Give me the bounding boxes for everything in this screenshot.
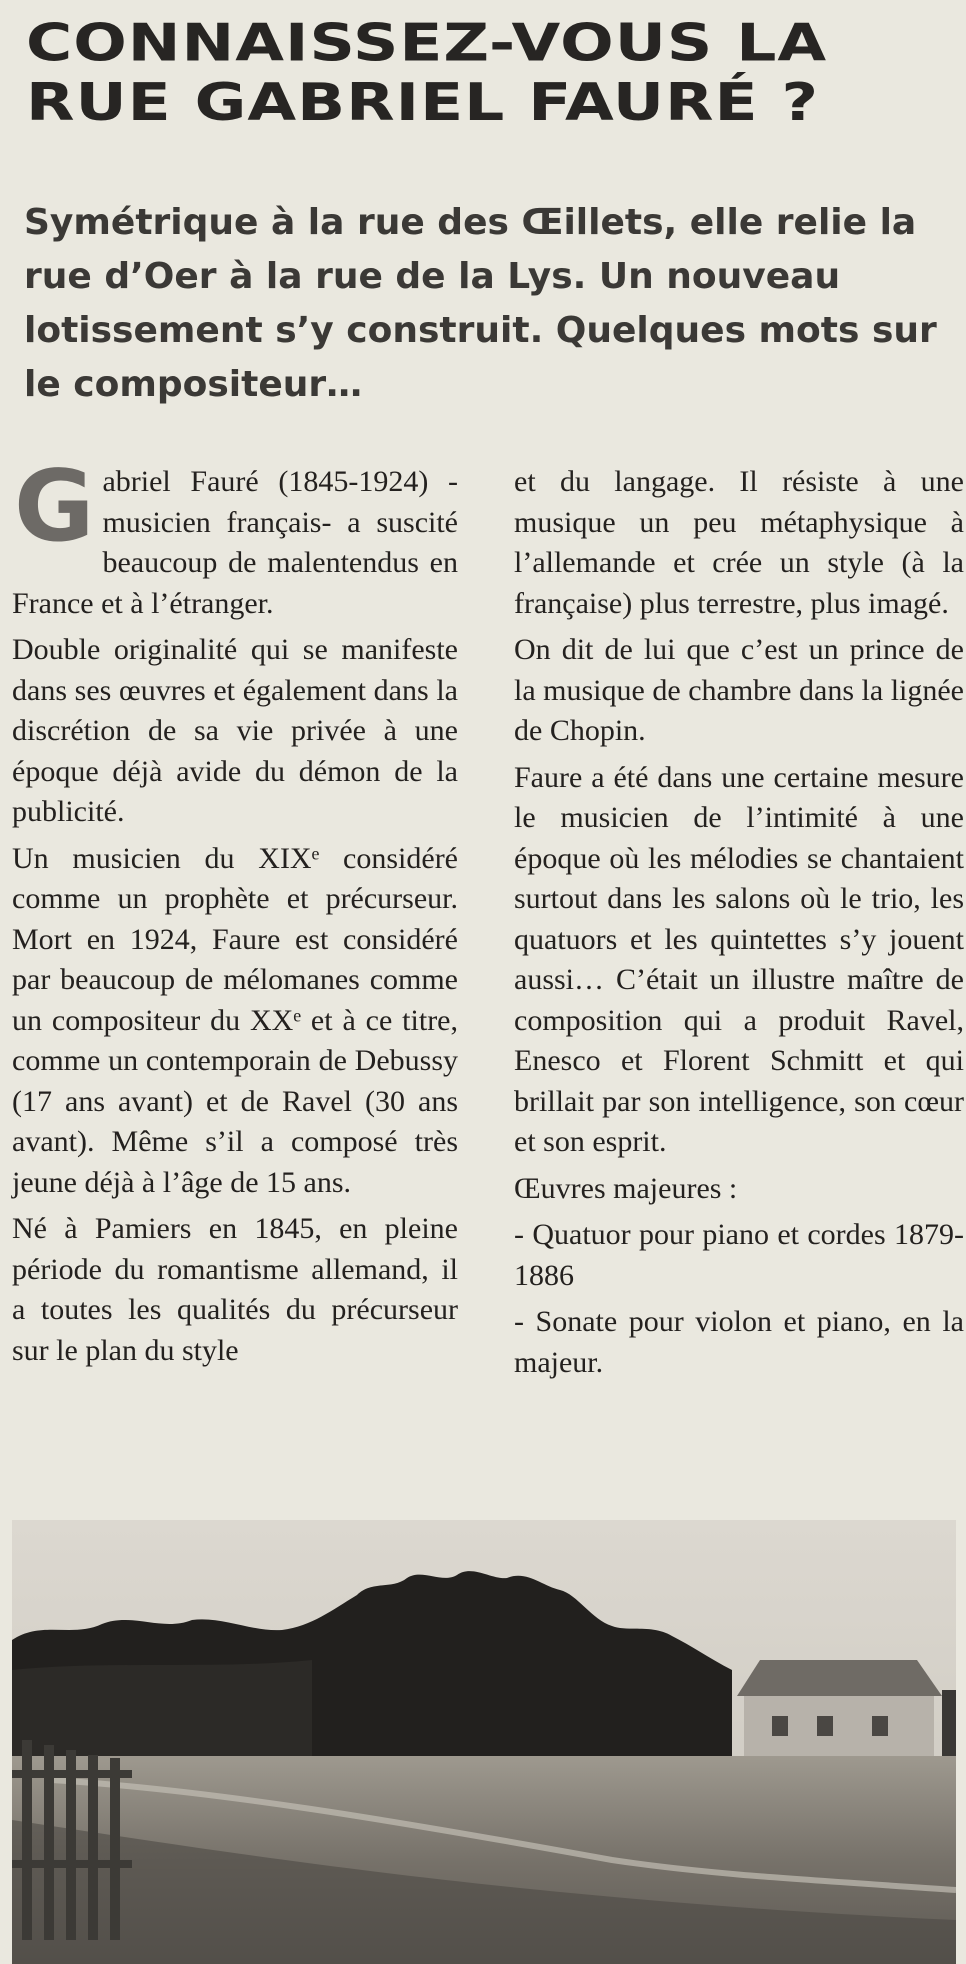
paragraph: On dit de lui que c’est un prince de la musique de chambre dans la lignée de Chopin. xyxy=(514,633,964,747)
title-line-1: CONNAISSEZ-VOUS LA xyxy=(26,13,828,74)
lead-line: rue d’Oer à la rue de la Lys. Un nouveau xyxy=(24,256,841,297)
lead-line: le compositeur… xyxy=(24,364,363,405)
paragraph: Œuvres majeures : xyxy=(514,1171,738,1205)
paragraph: - Sonate pour violon et piano, en la majeur. xyxy=(514,1305,964,1379)
paragraph: Un musicien du XIXᵉ considéré comme un prophète et précurseur. Mort en 1924, Faure est considéré par beaucoup de mélomanes comme un compositeur du XXᵉ et à ce titre, comme un contemporain de Debussy (17 ans avant) et de Ravel (30 ans avant). Même s’il a composé très jeune déjà à l’âge de 15 ans. xyxy=(12,841,458,1199)
fence xyxy=(12,1740,132,1940)
paragraph xyxy=(12,450,458,624)
paragraph: - Quatuor pour piano et cordes 1879-1886 xyxy=(514,1218,964,1292)
paragraph: Né à Pamiers en 1845, en pleine période du romantisme allemand, il a toutes les qualités du précurseur sur le plan du style xyxy=(12,1212,458,1367)
paragraph-text: abriel Fauré (1845-1924) -musicien français- a suscité beaucoup de malentendus en France et à l’étranger. xyxy=(12,465,458,620)
lead-line: Symétrique à la rue des Œillets, elle relie la xyxy=(24,202,917,243)
paragraph: Double originalité qui se manifeste dans ses œuvres et également dans la discrétion de sa vie privée à une époque déjà avide du démon de la publicité. xyxy=(12,633,458,828)
article-title xyxy=(26,14,946,132)
right-column xyxy=(514,462,964,1389)
article-lead xyxy=(24,196,954,412)
drop-cap: G xyxy=(14,450,95,564)
landscape-image xyxy=(12,1520,956,1964)
paragraph: et du langage. Il résiste à une musique un peu métaphysique à l’allemande et crée un style (à la française) plus terrestre, plus imagé. xyxy=(514,465,964,620)
lead-line: lotissement s’y construit. Quelques mots sur xyxy=(24,310,937,351)
left-column xyxy=(12,450,458,1377)
street-photo xyxy=(12,1520,956,1964)
house xyxy=(737,1660,956,1760)
paragraph: Faure a été dans une certaine mesure le musicien de l’intimité à une époque où les mélodies se chantaient surtout dans les salons où le trio, les quatuors et les quintettes s’y jouent aussi… C’était un illustre maître de composition qui a produit Ravel, Enesco et Florent Schmitt et qui brillait par son intelligence, son cœur et son esprit. xyxy=(514,760,964,1158)
title-line-2: RUE GABRIEL FAURÉ ? xyxy=(26,72,819,133)
